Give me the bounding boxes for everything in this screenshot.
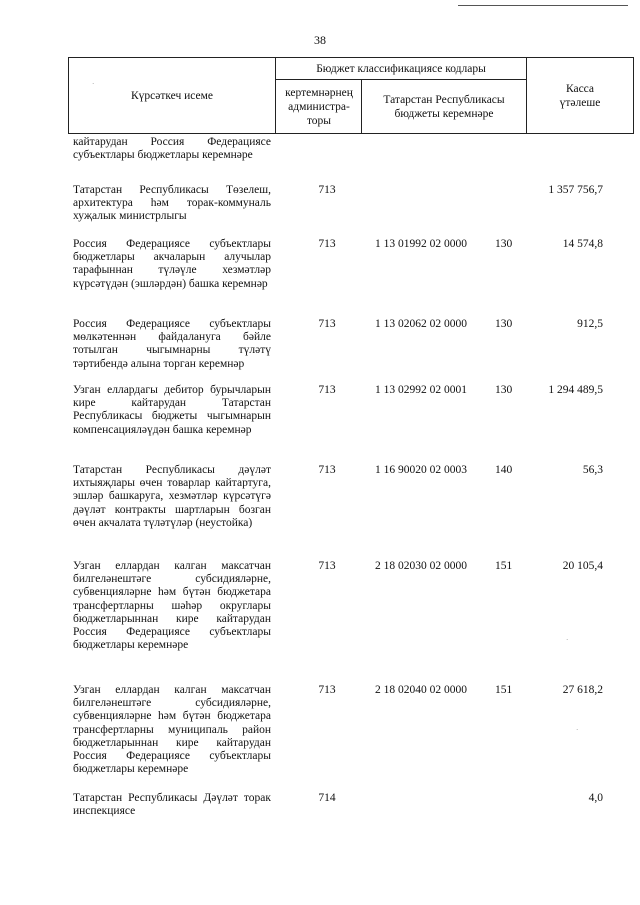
- indicator-name: Татарстан Республикасы Төзелеш, архитектура һәм торак-коммуналь хуҗалык министрлыгы: [73, 184, 271, 223]
- revenue-subcode: 140: [495, 464, 513, 476]
- administrator-code: 713: [318, 238, 336, 250]
- revenue-code: 1 13 01992 02 0000: [375, 238, 467, 250]
- administrator-code: 713: [318, 560, 336, 572]
- cash-amount: 1 357 756,7: [548, 184, 603, 196]
- administrator-code: 713: [318, 318, 336, 330]
- administrator-code: 713: [318, 684, 336, 696]
- cash-amount: 27 618,2: [562, 684, 603, 696]
- revenue-subcode: 151: [495, 560, 513, 572]
- revenue-code: 1 13 02062 02 0000: [375, 318, 467, 330]
- administrator-code: 713: [318, 464, 336, 476]
- cash-amount: 14 574,8: [562, 238, 603, 250]
- revenue-subcode: 130: [495, 238, 513, 250]
- page-number: 38: [314, 33, 326, 47]
- indicator-name: Татарстан Республикасы Дәүләт торак инспекциясе: [73, 792, 271, 818]
- administrator-code: 714: [318, 792, 336, 804]
- cash-amount: 4,0: [588, 792, 603, 804]
- scan-speck: ·: [576, 726, 579, 734]
- administrator-code: 713: [318, 384, 336, 396]
- indicator-name: Россия Федерациясе субъектлары мөлкәтеннән файдалануга бәйле тотылган чыгымнарны түләтү тәртибендә алына торган керемнәр: [73, 318, 271, 370]
- header-cash-execution: Касса үтәлеше: [559, 82, 601, 109]
- table-header: [68, 57, 634, 134]
- revenue-subcode: 130: [495, 384, 513, 396]
- revenue-code: 2 18 02040 02 0000: [375, 684, 467, 696]
- revenue-code: 1 16 90020 02 0003: [375, 464, 467, 476]
- revenue-code: 1 13 02992 02 0001: [375, 384, 467, 396]
- cash-amount: 56,3: [582, 464, 603, 476]
- cash-amount: 912,5: [577, 318, 603, 330]
- header-indicator-name: Күрсәткеч исеме: [130, 89, 214, 102]
- indicator-name: Узган еллардагы дебитор бурычларын кире кайтарудан Татарстан Республикасы бюджеты чыгымнарын компенсацияләүдән башка керемнәр: [73, 384, 271, 436]
- indicator-name: Узган еллардан калган максатчан билгеләнештәге субсидияләрне, субвенцияләрне һәм бүтән бюджетара трансфертларны муниципаль район бюджетларыннан кире кайтарудан Россия Федерациясе субъектлары бюджетлары керемнәре: [73, 684, 271, 776]
- indicator-name: Татарстан Республикасы дәүләт ихтыяҗлары өчен товарлар кайтартуга, эшләр башкаруга, хезмәтләр күрсәтүгә дәүләт контракты шартларын бозган өчен акчалата түләтүләр (неустойка): [73, 464, 271, 529]
- administrator-code: 713: [318, 184, 336, 196]
- cash-amount: 1 294 489,5: [548, 384, 603, 396]
- scan-speck: ·: [92, 80, 95, 88]
- header-revenue-code: Татарстан Республикасы бюджеты керемнәре: [383, 93, 505, 120]
- revenue-subcode: 151: [495, 684, 513, 696]
- header-budget-codes: Бюджет классификациясе кодлары: [316, 62, 486, 75]
- revenue-subcode: 130: [495, 318, 513, 330]
- scan-speck: ·: [566, 636, 569, 644]
- indicator-name: кайтарудан Россия Федерациясе субъектлары бюджетлары керемнәре: [73, 136, 271, 162]
- scan-edge-line: [458, 5, 628, 6]
- indicator-name: Узган еллардан калган максатчан билгеләнештәге субсидияләрне, субвенцияләрне һәм бүтән бюджетара трансфертларны шәһәр округлары бюджетларыннан кире кайтарудан Россия Федерациясе субъектлары бюджетлары керемнәре: [73, 560, 271, 652]
- revenue-code: 2 18 02030 02 0000: [375, 560, 467, 572]
- indicator-name: Россия Федерациясе субъектлары бюджетлары акчаларын алучылар тарафыннан түләүле хезмәтләр күрсәтүдән (эшләрдән) башка керемнәр: [73, 238, 271, 290]
- cash-amount: 20 105,4: [562, 560, 603, 572]
- header-administrator: кертемнәрнең администра-торы: [285, 86, 353, 127]
